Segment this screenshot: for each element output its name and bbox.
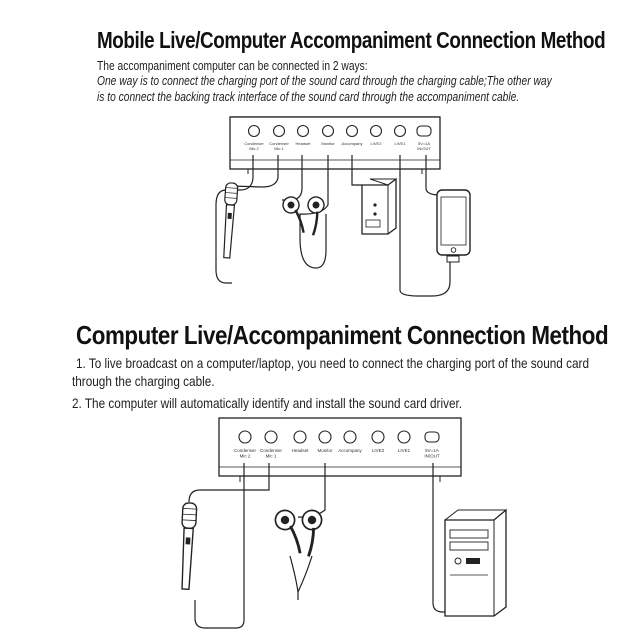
port-label: Mic 1 [274,146,284,151]
section2-line2: through the charging cable. [72,373,215,389]
section2-title: Computer Live/Accompaniment Connection Method [76,320,609,350]
port-label: 5V=1A [417,141,431,146]
port-label: Condenser [244,141,264,146]
port-label: Mic 1 [265,453,277,459]
port-jack [347,126,358,137]
port-jack [239,431,251,443]
port-jack [298,126,309,137]
port-label: Accompany [338,448,362,453]
section1-line2: One way is to connect the charging port of the sound card through the charging cable;The other way [97,74,552,88]
port-jack [294,431,306,443]
phone-icon [437,190,470,262]
port-label: Mic 2 [239,453,251,459]
port-jack [265,431,277,443]
port-label: Accompany [341,141,363,146]
port-jack [319,431,331,443]
microphone-icon [179,503,197,590]
section2-cables [189,463,460,628]
port-jack [344,431,356,443]
port-jack [395,126,406,137]
port-label: Condenser [259,448,283,453]
port-label: Condenser [233,448,257,453]
charging-port [417,126,431,136]
port-jack [323,126,334,137]
port-label: LIVE2 [370,141,382,146]
section1-line3: is to connect the backing track interface of the sound card through the accompaniment cable. [97,90,520,104]
port-jack [398,431,410,443]
port-label: IN/OUT [424,453,440,459]
charging-port [425,432,439,442]
port-label: Headset [291,448,309,453]
port-label: 5V=1A [425,448,439,453]
port-label: IN/OUT [417,146,431,151]
section1-title: Mobile Live/Computer Accompaniment Connection Method [97,27,606,53]
speaker-icon [362,179,396,234]
section2-line3: 2. The computer will automatically identify and install the sound card driver. [72,395,463,411]
port-label: LIVE2 [371,448,385,453]
port-label: LIVE1 [394,141,406,146]
port-jack [274,126,285,137]
port-jack [371,126,382,137]
port-label: Condenser [269,141,289,146]
computer-tower-icon [445,510,506,616]
earphones-icon [281,195,326,236]
port-label: Mic 2 [249,146,259,151]
port-jack [372,431,384,443]
section2-line1: 1. To live broadcast on a computer/laptop, you need to connect the charging port of the sound card [76,355,589,371]
earphones-icon [273,508,324,600]
port-jack [249,126,260,137]
section1-line1: The accompaniment computer can be connected in 2 ways: [97,59,368,73]
microphone-icon [221,183,238,259]
port-label: Headset [295,141,311,146]
section1-cables [216,155,450,296]
port-label: Monitor [317,448,333,453]
port-label: Monitor [321,141,335,146]
port-label: LIVE1 [397,448,411,453]
